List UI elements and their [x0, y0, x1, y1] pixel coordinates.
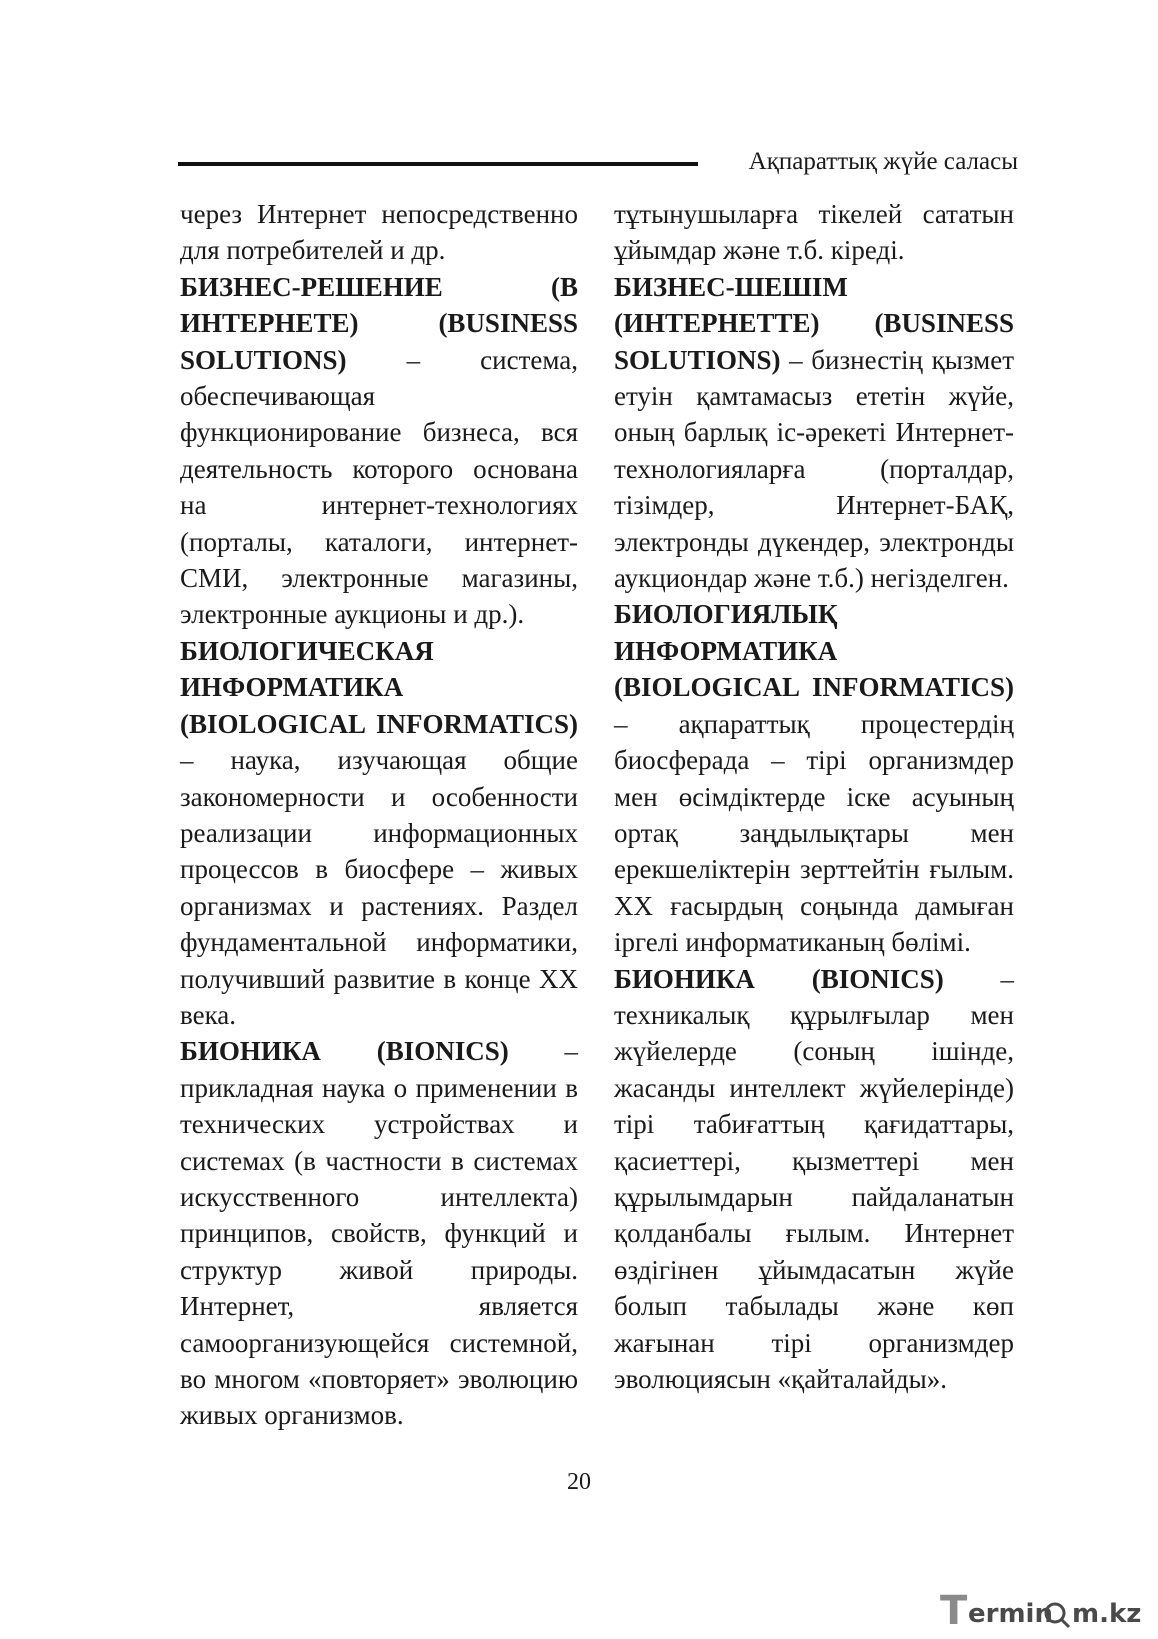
watermark-graphic — [938, 1584, 1158, 1634]
running-header — [178, 143, 1018, 183]
right-entry-bionics — [614, 961, 1014, 1398]
left-column — [180, 196, 578, 1434]
entry-term: БИОНИКА (BIONICS) — [180, 1036, 509, 1067]
entry-definition: – ақпараттық процестердің биосферада – тірі организмдер мен өсімдіктерде іске асуының ортақ заңдылықтары мен ерекшеліктерін зерттейтін ғылым. XX ғасырдың соңында дамыған іргелі информатиканың бөлімі. — [614, 708, 1014, 958]
entry-definition: – система, обеспечивающая функционирование бизнеса, вся деятельность которого основана на интернет-технологиях (порталы, каталоги, интернет-СМИ, электронные магазины, электронные аукционы и др.). — [180, 344, 578, 630]
header-title: Ақпараттық жүйе саласы — [748, 148, 1018, 175]
entry-term: БИЗНЕС-РЕШЕНИЕ (В ИНТЕРНЕТЕ) (BUSINESS SOLUTIONS) — [180, 271, 578, 375]
entry-term: БИОЛОГИЯЛЫҚ ИНФОРМАТИКА (BIOLOGICAL INFORMATICS) — [614, 599, 1014, 703]
page-number: 20 — [567, 1469, 591, 1495]
entry-term: БИОНИКА (BIONICS) — [614, 963, 944, 994]
entry-term: БИЗНЕС-ШЕШІМ (ИНТЕРНЕТТЕ) (BUSINESS SOLUTIONS) — [614, 271, 1014, 375]
entry-definition: – техникалық құрылғылар мен жүйелерде (соның ішінде, жасанды интеллект жүйелерінде) тірі табиғаттың қағидаттары, қасиеттері, қызметтері мен құрылымдарын пайдаланатын қолданбалы ғылым. Интернет өздігінен ұйымдасатын жүйе болып табылады және көп жағынан тірі организмдер эволюциясын «қайталайды». — [614, 963, 1015, 1394]
entry-definition: – прикладная наука о применении в технических устройствах и системах (в частности в системах искусственного интеллекта) принципов, свойств, функций и структур живой природы. Интернет, является самоорганизующейся системной, во многом «повторяет» эволюцию живых организмов. — [180, 1036, 579, 1431]
left-entry-biological-informatics — [180, 633, 578, 1033]
entry-term: БИОЛОГИЧЕСКАЯ ИНФОРМАТИКА (BIOLOGICAL INFORMATICS) — [180, 635, 578, 739]
entry-definition: – бизнестің қызмет етуін қамтамасыз ететін жүйе, оның барлық іс-әрекеті Интернет-технологияларға (порталдар, тізімдер, Интернет-БАҚ, электронды дүкендер, электронды аукциондар және т.б.) негізделген. — [614, 344, 1014, 594]
right-column — [614, 196, 1014, 1397]
right-entry-biological-informatics — [614, 596, 1014, 960]
header-rule — [178, 162, 698, 166]
right-entry-business-solutions — [614, 269, 1014, 597]
left-entry-business-solutions — [180, 269, 578, 633]
svg-text:T: T — [940, 1588, 968, 1634]
entry-definition: – наука, изучающая общие закономерности и особенности реализации информационных процессов в биосфере – живых организмах и растениях. Раздел фундаментальной информатики, получивший развитие в конце XX века. — [180, 745, 578, 1030]
watermark-logo — [938, 1584, 1158, 1634]
right-intro: тұтынушыларға тікелей сататын ұйымдар және т.б. кіреді. — [614, 199, 1014, 266]
left-entry-bionics — [180, 1033, 578, 1433]
left-intro: через Интернет непосредственно для потребителей и др. — [180, 199, 578, 266]
svg-text:ermin: ermin — [968, 1599, 1053, 1629]
svg-text:m.kz: m.kz — [1072, 1599, 1142, 1629]
